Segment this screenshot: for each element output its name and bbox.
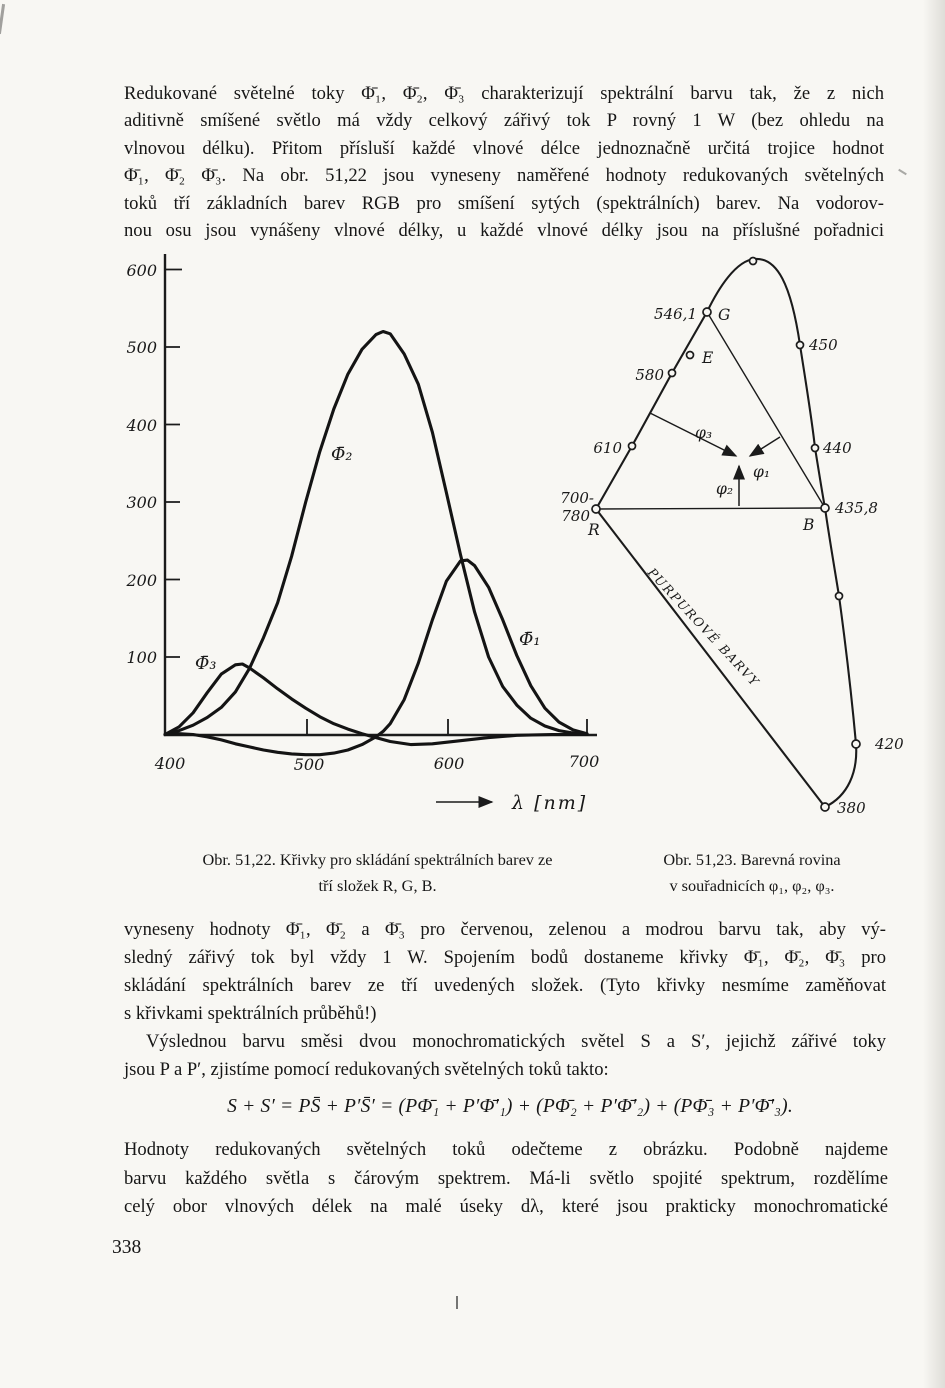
- paragraph-intro: [124, 80, 884, 244]
- phi2-label: φ₂: [716, 480, 734, 498]
- phi1-arrow-icon: [750, 437, 780, 456]
- text-line: skládání spektrálních barev ze tří uvedených složek. (Tyto křivky nesmíme zaměňovat: [124, 975, 886, 996]
- label-r: R: [588, 521, 600, 539]
- label-700: 700-: [560, 489, 594, 507]
- phi1-label: φ₁: [753, 463, 771, 481]
- locus-point-400: [836, 593, 843, 600]
- y-tick-label: 300: [126, 493, 157, 512]
- point-e: [687, 352, 694, 359]
- locus-point-440: [812, 445, 819, 452]
- x-tick-label: 400: [154, 754, 186, 773]
- x-tick-label: 700: [568, 752, 600, 771]
- phi1-curve: [165, 560, 587, 755]
- color-mixing-equation: S + S′ = PS̄ + P′S̄′ = (PΦ̄₁ + P′Φ̄′₁) + (PΦ̄₂ + P′Φ̄′₂) + (PΦ̄₃ + P′Φ̄′₃).: [227, 1096, 793, 1117]
- purple-colors-label: PURPUROVÉ BARVY: [644, 564, 763, 690]
- locus-point-380: [821, 803, 829, 811]
- text-line: nou osu jsou vynášeny vlnové délky, u každé vlnové délky jsou na příslušné pořadnici: [124, 220, 884, 242]
- caption-line: Obr. 51,23. Barevná rovina: [663, 850, 841, 869]
- y-tick-label: 200: [126, 571, 157, 590]
- text-line: s křivkami spektrálních průběhů!): [124, 1003, 377, 1024]
- label-g: G: [718, 306, 731, 324]
- y-tick-label: 600: [126, 261, 157, 280]
- text-line: celý obor vlnových délek na malé úseky dλ, které jsou prakticky monochromatické: [124, 1196, 888, 1218]
- y-tick-label: 500: [126, 338, 157, 357]
- figure-51-23-diagram: [560, 240, 945, 820]
- label-e: E: [702, 349, 714, 367]
- locus-point-610: [629, 443, 636, 450]
- locus-point-450: [797, 342, 804, 349]
- label-420: 420: [875, 735, 904, 753]
- text-line: Hodnoty redukovaných světelných toků odečteme z obrázku. Podobně najdeme: [124, 1139, 888, 1160]
- label-440: 440: [823, 439, 852, 457]
- text-line: vlnovou délku). Přitom přísluší každé vlnové délce jednoznačně určitá trojice hodnot: [124, 137, 884, 159]
- paragraph-bottom: [124, 1136, 888, 1222]
- figure-51-23-caption: [624, 847, 880, 899]
- y-tick-label: 100: [126, 648, 157, 667]
- line-purple-colors: [596, 509, 825, 807]
- page-edge-shadow: [923, 0, 945, 1388]
- label-450: 450: [809, 336, 838, 354]
- phi3-curve: [165, 664, 587, 745]
- phi1-curve-label: Φ̄₁: [519, 630, 541, 650]
- text-line: sledný zářivý tok byl vždy 1 W. Spojením bodů dostaneme křivky Φ̄₁, Φ̄₂, Φ̄₃ pro: [124, 947, 886, 968]
- page-number: 338: [112, 1237, 142, 1258]
- scan-artifact: [456, 1296, 458, 1309]
- caption-line: tří složek R, G, B.: [318, 876, 437, 895]
- text-line: vyneseny hodnoty Φ̄₁, Φ̄₂ a Φ̄₃ pro červenou, zelenou a modrou barvu tak, aby vý-: [124, 919, 886, 940]
- text-line: Redukované světelné toky Φ̄₁, Φ̄₂, Φ̄₃ charakterizují spektrální barvu tak, že z nich: [124, 83, 884, 104]
- locus-point-b: [821, 504, 829, 512]
- chart-axes: [165, 254, 597, 735]
- locus-point-580: [669, 370, 676, 377]
- text-line: Φ̄₁, Φ̄₂ Φ̄₃. Na obr. 51,22 jsou vyneseny naměřené hodnoty redukovaných světelných: [124, 165, 884, 187]
- locus-point-g: [703, 308, 711, 316]
- scan-artifact: [0, 4, 5, 34]
- label-380: 380: [837, 799, 866, 817]
- x-tick-label: 500: [293, 755, 325, 774]
- phi3-arrow-icon: [650, 413, 736, 456]
- text-line: toků tří základních barev RGB pro smíšení sytých (spektrálních) barev. Na vodorov-: [124, 192, 884, 214]
- x-tick-label: 600: [433, 754, 465, 773]
- text-line: barvu každého světla s čárovým spektrem. Má-li světlo spojité spektrum, rozdělíme: [124, 1167, 888, 1189]
- phi3-curve-label: Φ̄₃: [195, 654, 217, 674]
- text-line: aditivně smíšené světlo má vždy celkový zářivý tok P rovný 1 W (bez ohledu na: [124, 110, 884, 132]
- label-780: 780: [561, 507, 590, 525]
- caption-line: v souřadnicích φ₁, φ₂, φ₃.: [669, 876, 835, 895]
- phi3-label: φ₃: [695, 424, 713, 442]
- caption-line: Obr. 51,22. Křivky pro skládání spektrálních barev ze: [202, 850, 553, 869]
- text-line: Výslednou barvu směsi dvou monochromatických světel S a S′, jejichž zářivé toky: [146, 1031, 886, 1052]
- line-r-b: [596, 508, 825, 509]
- label-546-1: 546,1: [654, 305, 697, 323]
- label-435-8: 435,8: [835, 499, 878, 517]
- locus-point-top: [750, 258, 757, 265]
- figure-51-22-caption: [150, 847, 605, 899]
- paragraph-middle: [124, 916, 886, 1084]
- phi2-curve-label: Φ̄₂: [331, 445, 353, 465]
- figure-51-22-chart: [100, 245, 620, 820]
- label-b: B: [803, 516, 815, 534]
- y-tick-label: 400: [126, 416, 157, 435]
- locus-point-420: [852, 740, 860, 748]
- label-580: 580: [635, 366, 664, 384]
- label-610: 610: [593, 439, 622, 457]
- text-line: jsou P a P′, zjistíme pomocí redukovaných světelných toků takto:: [124, 1059, 609, 1080]
- y-axis-ticks: [165, 270, 182, 658]
- x-axis-label: λ [nm]: [512, 792, 588, 814]
- scan-artifact: [898, 169, 907, 175]
